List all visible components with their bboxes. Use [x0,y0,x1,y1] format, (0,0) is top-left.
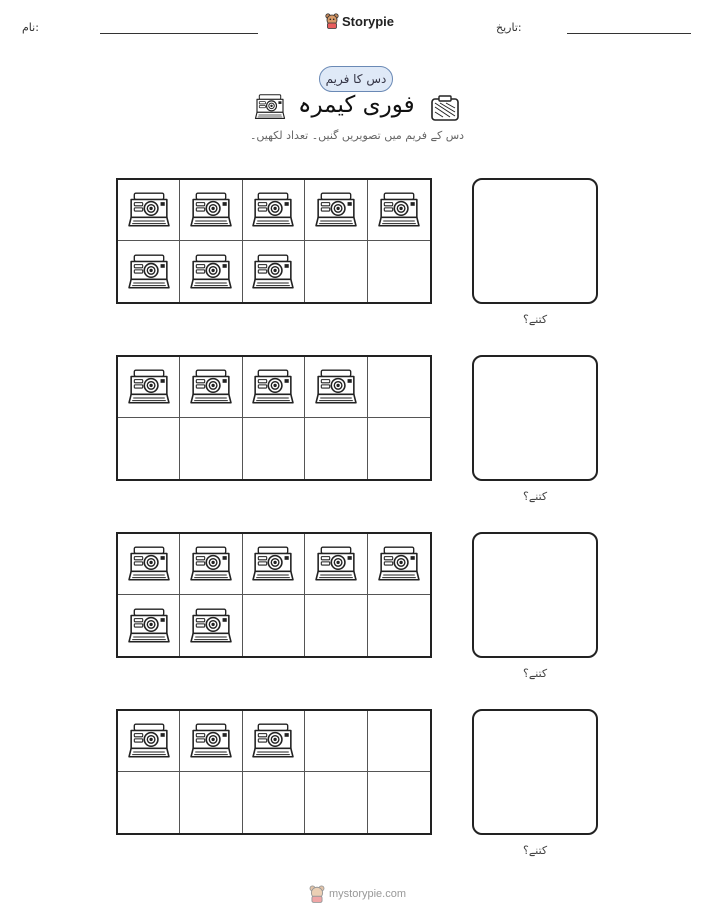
ten-frame-cell-empty [305,418,367,479]
instant-camera-icon [315,192,357,228]
instant-camera-icon [128,192,170,228]
ten-frame-cell-filled [180,711,242,772]
footer-url: mystorypie.com [329,888,407,900]
instant-camera-icon [315,546,357,582]
instant-camera-icon [315,369,357,405]
ten-frame-cell-filled [243,534,305,595]
ten-frame-cell-filled [118,534,180,595]
how-many-label: کتنے؟ [523,490,548,503]
ten-frame-cell-filled [305,534,367,595]
ten-frame-cell-empty [368,772,430,833]
ten-frame-cell-empty [118,418,180,479]
instant-camera-icon [128,546,170,582]
date-label: تاریخ: [496,21,522,34]
ten-frame [116,355,432,481]
ten-frame-cell-empty [243,772,305,833]
ten-frame-cell-filled [180,357,242,418]
ten-frame-cell-filled [368,180,430,241]
ten-frame-cell-filled [118,711,180,772]
instant-camera-icon [128,608,170,644]
ten-frame-cell-filled [118,595,180,656]
bear-icon [325,13,339,29]
ten-frame-cell-filled [180,180,242,241]
ten-frame-cell-empty [305,595,367,656]
how-many-label: کتنے؟ [523,313,548,326]
page-title: فوری کیمرہ [298,92,415,118]
instant-camera-icon [378,546,420,582]
title-camera-icon-right [430,94,460,126]
ten-frame-cell-filled [368,534,430,595]
ten-frame-cell-empty [305,241,367,302]
instant-camera-icon [252,254,294,290]
ten-frame [116,532,432,658]
instant-camera-icon [252,723,294,759]
ten-frame-cell-filled [180,595,242,656]
instruction-text: دس کے فریم میں تصویریں گنیں۔ تعداد لکھیں۔ [249,129,465,142]
footer [309,885,406,903]
ten-frame-cell-filled [305,180,367,241]
instant-camera-icon [254,94,286,120]
ten-frame-cell-filled [243,241,305,302]
ten-frame-cell-empty [368,595,430,656]
ten-frame-cell-empty [243,418,305,479]
ten-frame-cell-filled [180,534,242,595]
instant-camera-icon [128,369,170,405]
answer-box[interactable] [472,178,598,304]
answer-box[interactable] [472,709,598,835]
name-label: نام: [22,21,39,34]
instant-camera-icon [190,192,232,228]
ten-frame-cell-filled [243,357,305,418]
ten-frame-cell-filled [180,241,242,302]
instant-camera-icon [252,192,294,228]
instant-camera-icon [190,546,232,582]
brand-logo [325,13,394,29]
ten-frame-cell-filled [305,357,367,418]
ten-frame-cell-filled [243,180,305,241]
ten-frame-cell-empty [180,418,242,479]
ten-frame-cell-empty [243,595,305,656]
answer-box[interactable] [472,355,598,481]
ten-frame-cell-filled [118,241,180,302]
instant-camera-icon [128,254,170,290]
answer-box[interactable] [472,532,598,658]
ten-frame-cell-empty [368,418,430,479]
instant-camera-icon [252,369,294,405]
name-line [100,33,258,34]
ten-frame-cell-empty [180,772,242,833]
how-many-label: کتنے؟ [523,667,548,680]
brand-name: Storypie [342,13,395,29]
ten-frame-badge: دس کا فریم [319,66,393,92]
instant-camera-icon [378,192,420,228]
ten-frame-cell-empty [305,711,367,772]
instant-camera-icon [128,723,170,759]
ten-frame-cell-filled [243,711,305,772]
ten-frame-cell-empty [305,772,367,833]
instant-camera-icon [190,608,232,644]
instant-camera-icon [190,254,232,290]
camera-sketch-icon [430,94,460,122]
ten-frame-cell-empty [368,241,430,302]
ten-frame-cell-empty [118,772,180,833]
ten-frame [116,178,432,304]
title-camera-icon-left [254,94,286,124]
ten-frame-cell-empty [368,357,430,418]
instant-camera-icon [190,723,232,759]
date-line [567,33,691,34]
ten-frame-cell-filled [118,357,180,418]
bear-icon [309,885,325,903]
ten-frame-cell-filled [118,180,180,241]
instant-camera-icon [190,369,232,405]
ten-frame [116,709,432,835]
how-many-label: کتنے؟ [523,844,548,857]
instant-camera-icon [252,546,294,582]
ten-frame-cell-empty [368,711,430,772]
